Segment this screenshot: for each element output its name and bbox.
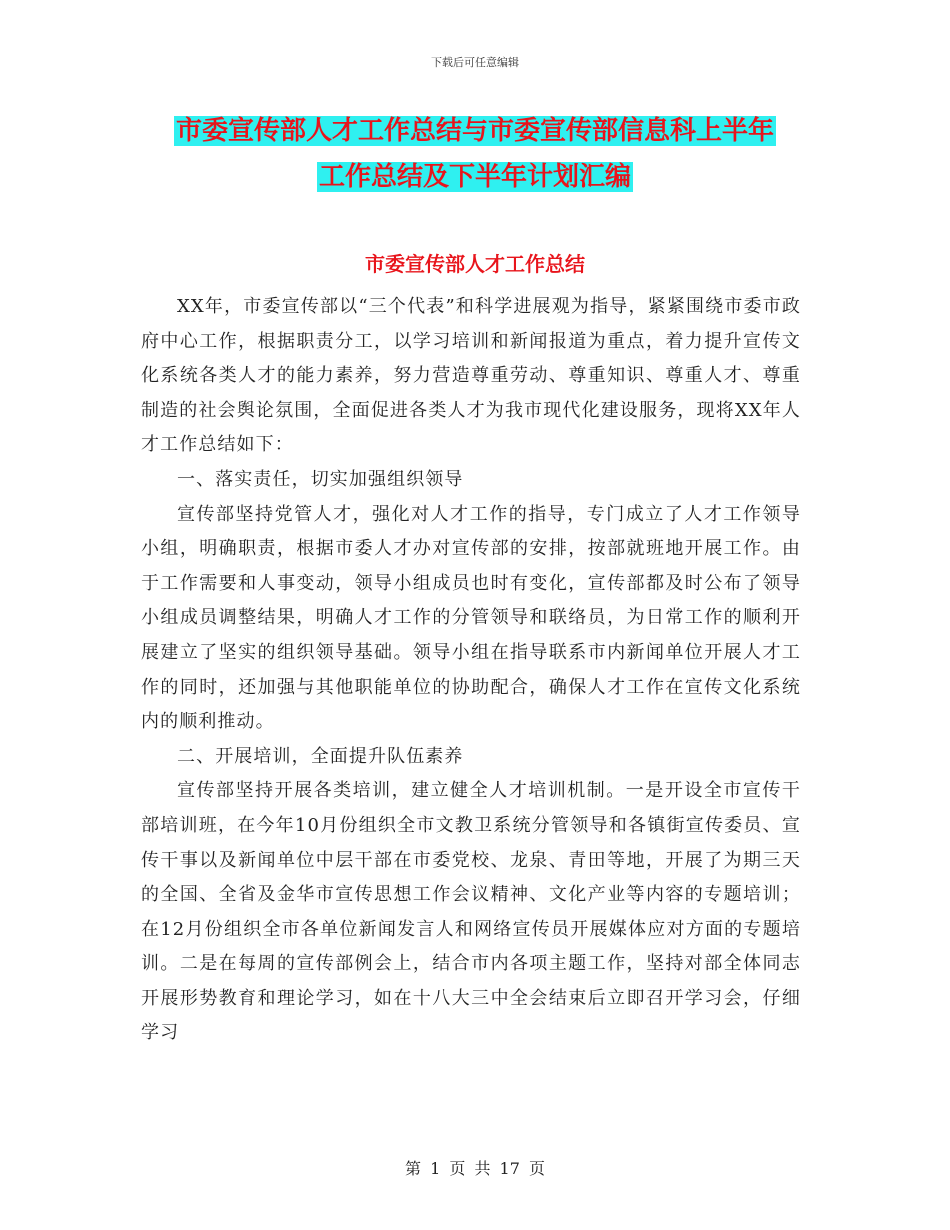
- paragraph-intro: XX年，市委宣传部以“三个代表”和科学进展观为指导，紧紧围绕市委市政府中心工作，根据职责分工，以学习培训和新闻报道为重点，着力提升宣传文化系统各类人才的能力素养，努力营造尊重劳动、尊重知识、尊重人才、尊重制造的社会舆论氛围，全面促进各类人才为我市现代化建设服务，现将XX年人才工作总结如下：: [141, 296, 801, 456]
- document-title-line-1: 市委宣传部人才工作总结与市委宣传部信息科上半年: [175, 116, 774, 146]
- page-number-footer: 第 1 页 共 17 页: [405, 1159, 545, 1178]
- header-note: 下载后可任意编辑: [431, 56, 519, 69]
- heading-one: 一、落实责任，切实加强组织领导: [177, 468, 464, 490]
- heading-two: 二、开展培训，全面提升队伍素养: [177, 745, 464, 767]
- paragraph-training: 宣传部坚持开展各类培训，建立健全人才培训机制。一是开设全市宣传干部培训班，在今年10月份组织全市文教卫系统分管领导和各镇街宣传委员、宣传干事以及新闻单位中层干部在市委党校、龙泉、青田等地，开展了为期三天的全国、全省及金华市宣传思想工作会议精神、文化产业等内容的专题培训；在12月份组织全市各单位新闻发言人和网络宣传员开展媒体应对方面的专题培训。二是在每周的宣传部例会上，结合市内各项主题工作，坚持对部全体同志开展形势教育和理论学习，如在十八大三中全会结束后立即召开学习会，仔细学习: [141, 780, 801, 1044]
- document-title-line-2: 工作总结及下半年计划汇编: [318, 162, 631, 192]
- paragraph-organization: 宣传部坚持党管人才，强化对人才工作的指导，专门成立了人才工作领导小组，明确职责，根据市委人才办对宣传部的安排，按部就班地开展工作。由于工作需要和人事变动，领导小组成员也时有变化，宣传部都及时公布了领导小组成员调整结果，明确人才工作的分管领导和联络员，为日常工作的顺利开展建立了坚实的组织领导基础。领导小组在指导联系市内新闻单位开展人才工作的同时，还加强与其他职能单位的协助配合，确保人才工作在宣传文化系统内的顺利推动。: [141, 503, 801, 733]
- section-title: 市委宣传部人才工作总结: [365, 252, 585, 276]
- document-title: [140, 108, 810, 200]
- body-text: [141, 290, 801, 1051]
